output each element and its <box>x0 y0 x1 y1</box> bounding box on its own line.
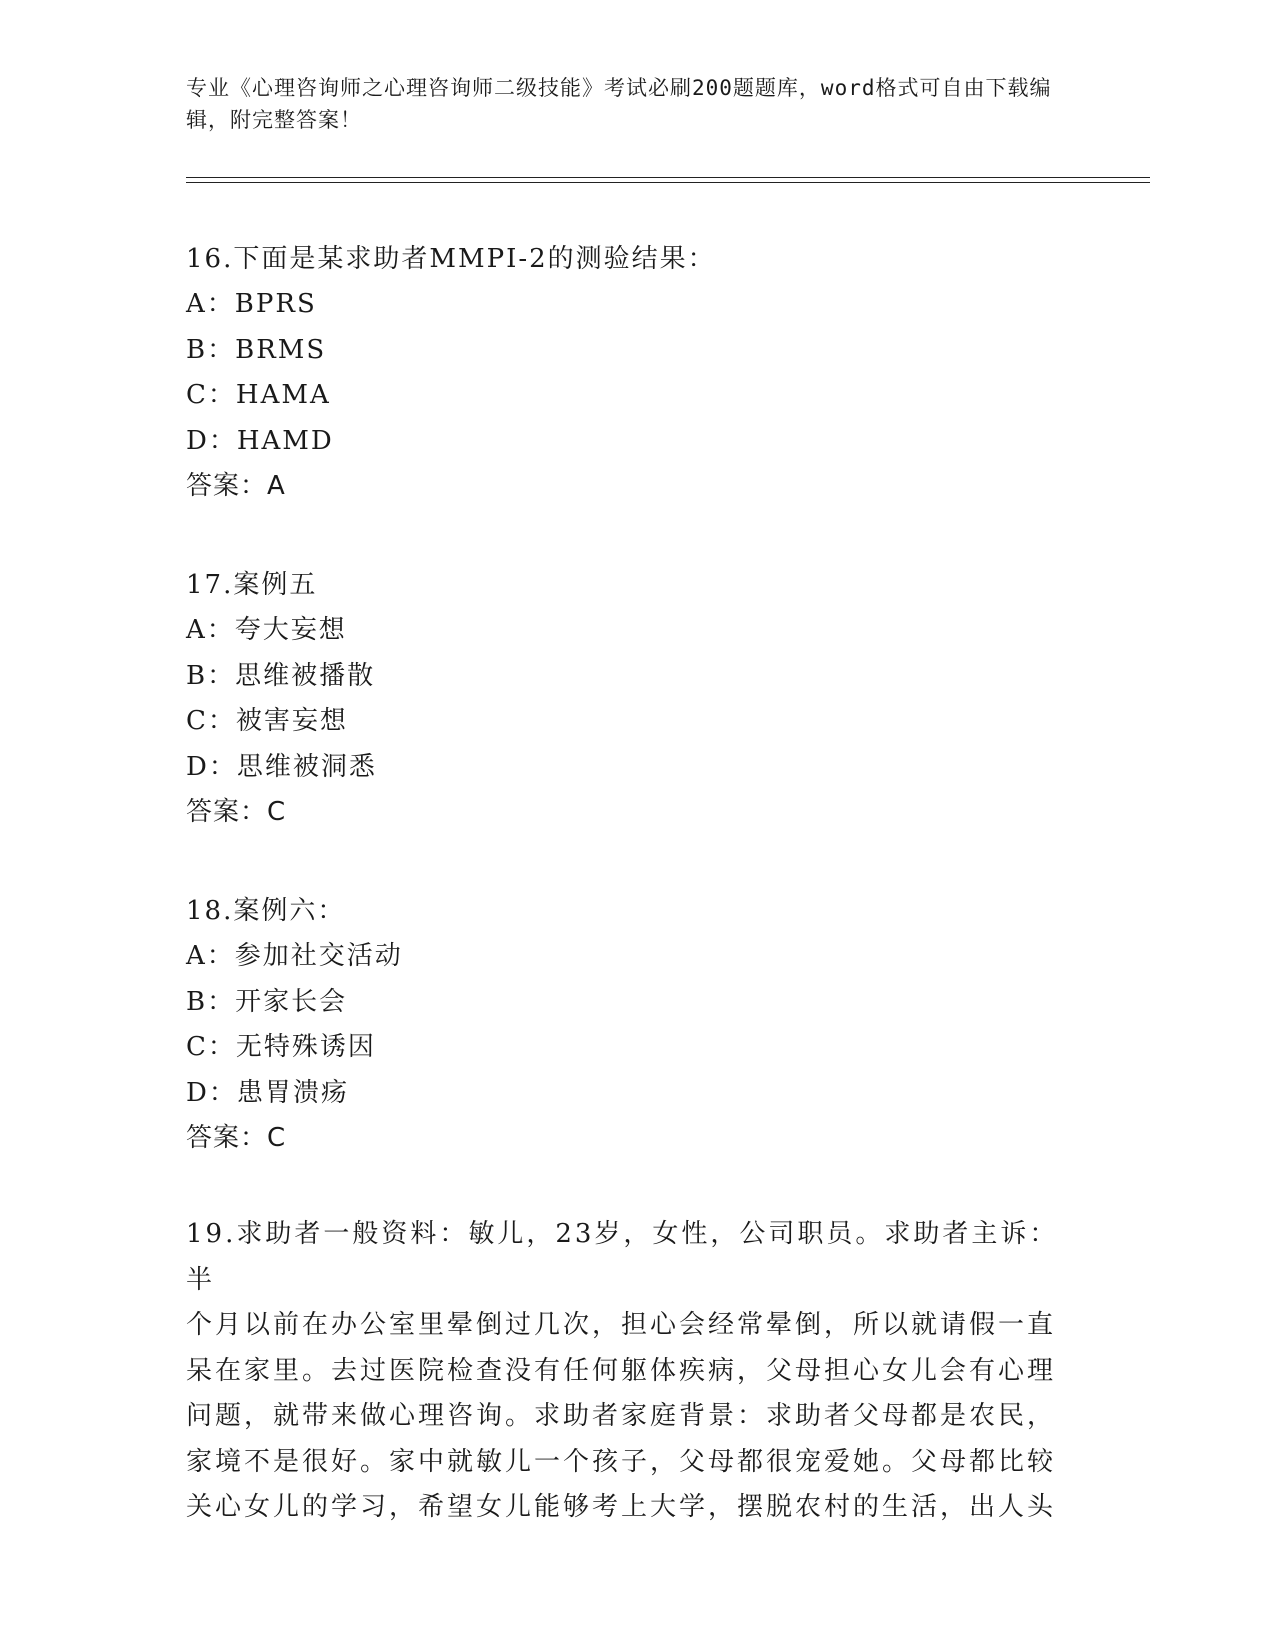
question-stem-line: 个月以前在办公室里晕倒过几次，担心会经常晕倒，所以就请假一直 <box>186 1310 1057 1340</box>
option-letter: B： <box>186 334 236 365</box>
option-text: 夸大妄想 <box>234 615 347 645</box>
option-text: 思维被播散 <box>235 660 376 691</box>
question-list <box>186 236 1086 1531</box>
answer-line: 答案：C <box>186 797 287 827</box>
option-text: 参加社交活动 <box>234 941 403 971</box>
question-17 <box>186 562 1086 834</box>
option-a <box>186 608 1086 654</box>
option-b <box>186 654 1086 700</box>
option-text: 患胃溃疡 <box>236 1077 349 1108</box>
question-18 <box>186 888 1086 1160</box>
option-text: 被害妄想 <box>235 706 348 736</box>
option-letter: B： <box>186 660 236 691</box>
option-letter: D： <box>186 425 237 456</box>
question-stem-line: 问题，就带来做心理咨询。求助者家庭背景：求助者父母都是农民， <box>186 1401 1057 1431</box>
option-c <box>186 1025 1086 1071</box>
option-text: 开家长会 <box>235 986 348 1017</box>
question-stem-line: 呆在家里。去过医院检查没有任何躯体疾病，父母担心女儿会有心理 <box>186 1355 1057 1386</box>
question-stem-line: 家境不是很好。家中就敏儿一个孩子，父母都很宠爱她。父母都比较 <box>186 1446 1057 1477</box>
question-stem: 17.案例五 <box>186 570 318 600</box>
question-19 <box>186 1212 1086 1531</box>
option-letter: D： <box>186 751 237 782</box>
option-letter: C： <box>186 380 236 410</box>
option-letter: A： <box>186 289 235 319</box>
option-list <box>186 282 1086 464</box>
answer-line: 答案：C <box>186 1123 287 1153</box>
option-text: BPRS <box>234 289 317 319</box>
header-divider-bottom <box>186 182 1150 183</box>
option-text: HAMD <box>236 425 334 456</box>
question-stem: 16.下面是某求助者MMPI-2的测验结果： <box>186 244 716 274</box>
answer-line: 答案：A <box>186 471 286 501</box>
option-a <box>186 282 1086 328</box>
option-b <box>186 980 1086 1026</box>
option-list <box>186 608 1086 790</box>
option-c <box>186 373 1086 419</box>
option-letter: C： <box>186 1032 236 1062</box>
option-c <box>186 699 1086 745</box>
option-letter: A： <box>186 941 235 971</box>
document-header: 专业《心理咨询师之心理咨询师二级技能》考试必刷200题题库，word格式可自由下载编辑，附完整答案！ <box>186 76 1052 132</box>
option-d <box>186 745 1086 791</box>
option-letter: C： <box>186 706 236 736</box>
option-letter: D： <box>186 1077 237 1108</box>
option-text: 思维被洞悉 <box>236 751 377 782</box>
option-letter: B： <box>186 986 236 1017</box>
option-d <box>186 1071 1086 1117</box>
header-divider-top <box>186 177 1150 178</box>
option-text: HAMA <box>235 380 331 410</box>
option-b <box>186 328 1086 374</box>
option-text: 无特殊诱因 <box>235 1032 376 1062</box>
option-list <box>186 934 1086 1116</box>
option-d <box>186 419 1086 465</box>
option-a <box>186 934 1086 980</box>
option-text: BRMS <box>235 334 327 365</box>
question-stem-line: 关心女儿的学习，希望女儿能够考上大学，摆脱农村的生活，出人头 <box>186 1492 1057 1522</box>
question-stem: 18.案例六： <box>186 896 346 926</box>
question-16 <box>186 236 1086 508</box>
question-stem-line: 19.求助者一般资料：敏儿，23岁，女性，公司职员。求助者主诉：半 <box>186 1219 1059 1295</box>
option-letter: A： <box>186 615 235 645</box>
